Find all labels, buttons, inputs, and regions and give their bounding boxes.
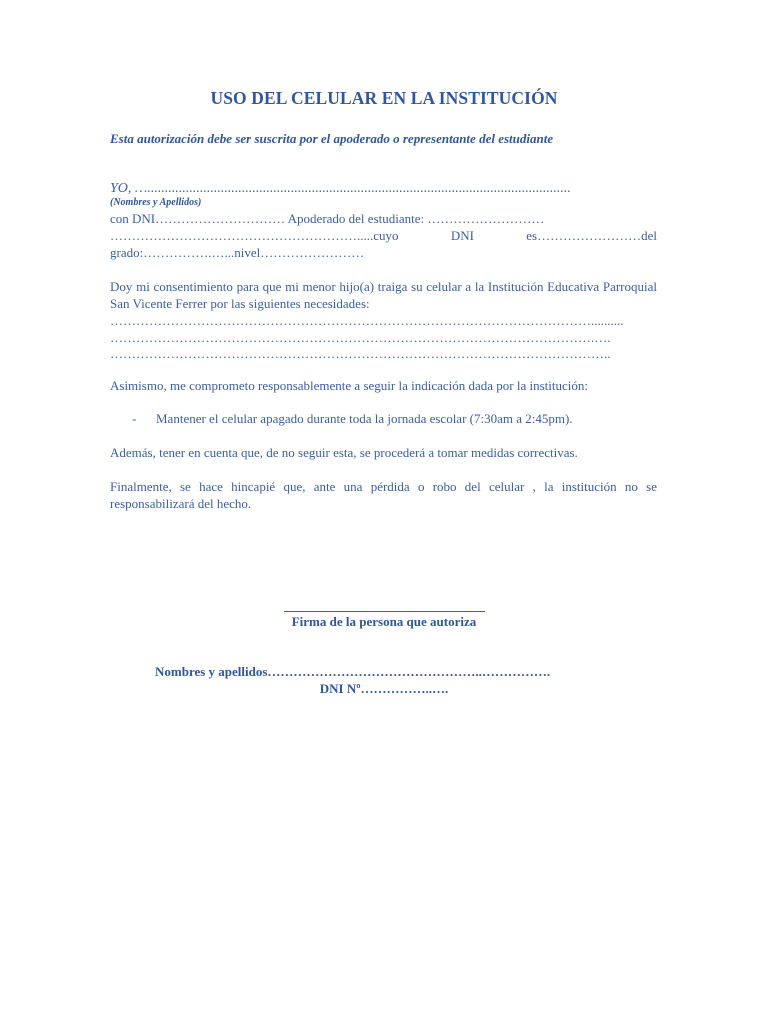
document-subtitle: Esta autorización debe ser suscrita por el apoderado o representante del estudiante	[110, 131, 554, 146]
ademas-paragraph: Además, tener en cuenta que, de no seguir esta, se procederá a tomar medidas correctivas.	[110, 445, 578, 460]
needs-blank-line-3: ……………………………………………………………………………………………………..	[110, 346, 611, 361]
signature-label: Firma de la persona que autoriza	[291, 614, 477, 629]
yo-name-line: YO, ….........................................................................................................................	[110, 181, 571, 196]
asimismo-paragraph: Asimismo, me comprometo responsablemente a seguir la indicación dada por la institución:	[110, 378, 588, 393]
dni-number-field: DNI Nº……………..….	[319, 681, 449, 696]
finalmente-paragraph: Finalmente, se hace hincapié que, ante una pérdida o robo del celular , la institución no se responsabilizará del hecho.	[110, 479, 657, 511]
nombres-apellidos-field: Nombres y apellidos…………………………………………..…………….	[155, 664, 551, 679]
consent-paragraph: Doy mi consentimiento para que mi menor hijo(a) traiga su celular a la Institución Educativa Parroquial San Vicente Ferrer por las siguientes necesidades:	[110, 279, 657, 311]
bullet-item-text: Mantener el celular apagado durante toda la jornada escolar (7:30am a 2:45pm).	[156, 411, 573, 426]
grado-nivel-line: grado:…………….…...nivel……………………	[110, 245, 365, 260]
document-title: USO DEL CELULAR EN LA INSTITUCIÓN	[210, 88, 558, 108]
needs-blank-line-1: …………………………………………………………………………………………………..........	[110, 313, 624, 328]
signature-line	[284, 611, 485, 612]
rule-bullet-item	[132, 411, 573, 428]
needs-blank-line-2: ………………………………………………………………………………………………….….	[110, 330, 611, 345]
bullet-dash: -	[132, 411, 137, 426]
nombres-apellidos-hint: (Nombres y Apellidos)	[110, 197, 202, 208]
dni-apoderado-line: con DNI………………………… Apoderado del estudiante: ………………………	[110, 211, 545, 226]
student-dni-line: ………………………………………………….....cuyo DNI es……………………del	[110, 228, 657, 243]
